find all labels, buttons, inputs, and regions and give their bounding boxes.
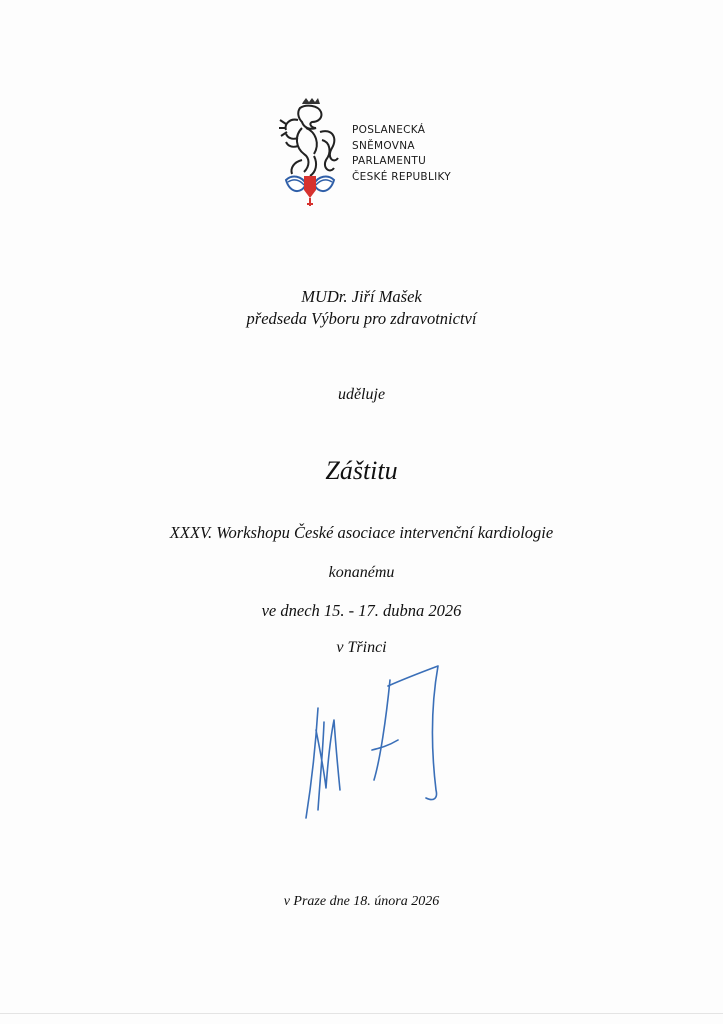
org-line-4: ČESKÉ REPUBLIKY xyxy=(352,170,452,183)
grants-word: uděluje xyxy=(337,386,386,403)
org-line-3: PARLAMENTU xyxy=(352,155,427,167)
issuer-name: MUDr. Jiří Mašek xyxy=(301,287,422,306)
org-line-2: SNĚMOVNA xyxy=(352,139,415,152)
document-title: Záštitu xyxy=(325,456,398,485)
parliament-name xyxy=(352,123,451,185)
issuer-role: předseda Výboru pro zdravotnictví xyxy=(246,309,477,328)
event-place: v Třinci xyxy=(336,639,387,656)
held-word: konanému xyxy=(328,564,395,581)
czech-lion-emblem-icon xyxy=(276,98,344,208)
event-dates: ve dnech 15. - 17. dubna 2026 xyxy=(261,601,462,620)
bottom-edge-line xyxy=(0,1013,723,1014)
handwritten-signature-icon xyxy=(290,660,460,830)
letterhead xyxy=(276,98,476,210)
issue-place-date: v Praze dne 18. února 2026 xyxy=(283,894,440,909)
event-name: XXXV. Workshopu České asociace intervenční kardiologie xyxy=(169,523,554,542)
org-line-1: POSLANECKÁ xyxy=(352,124,426,136)
